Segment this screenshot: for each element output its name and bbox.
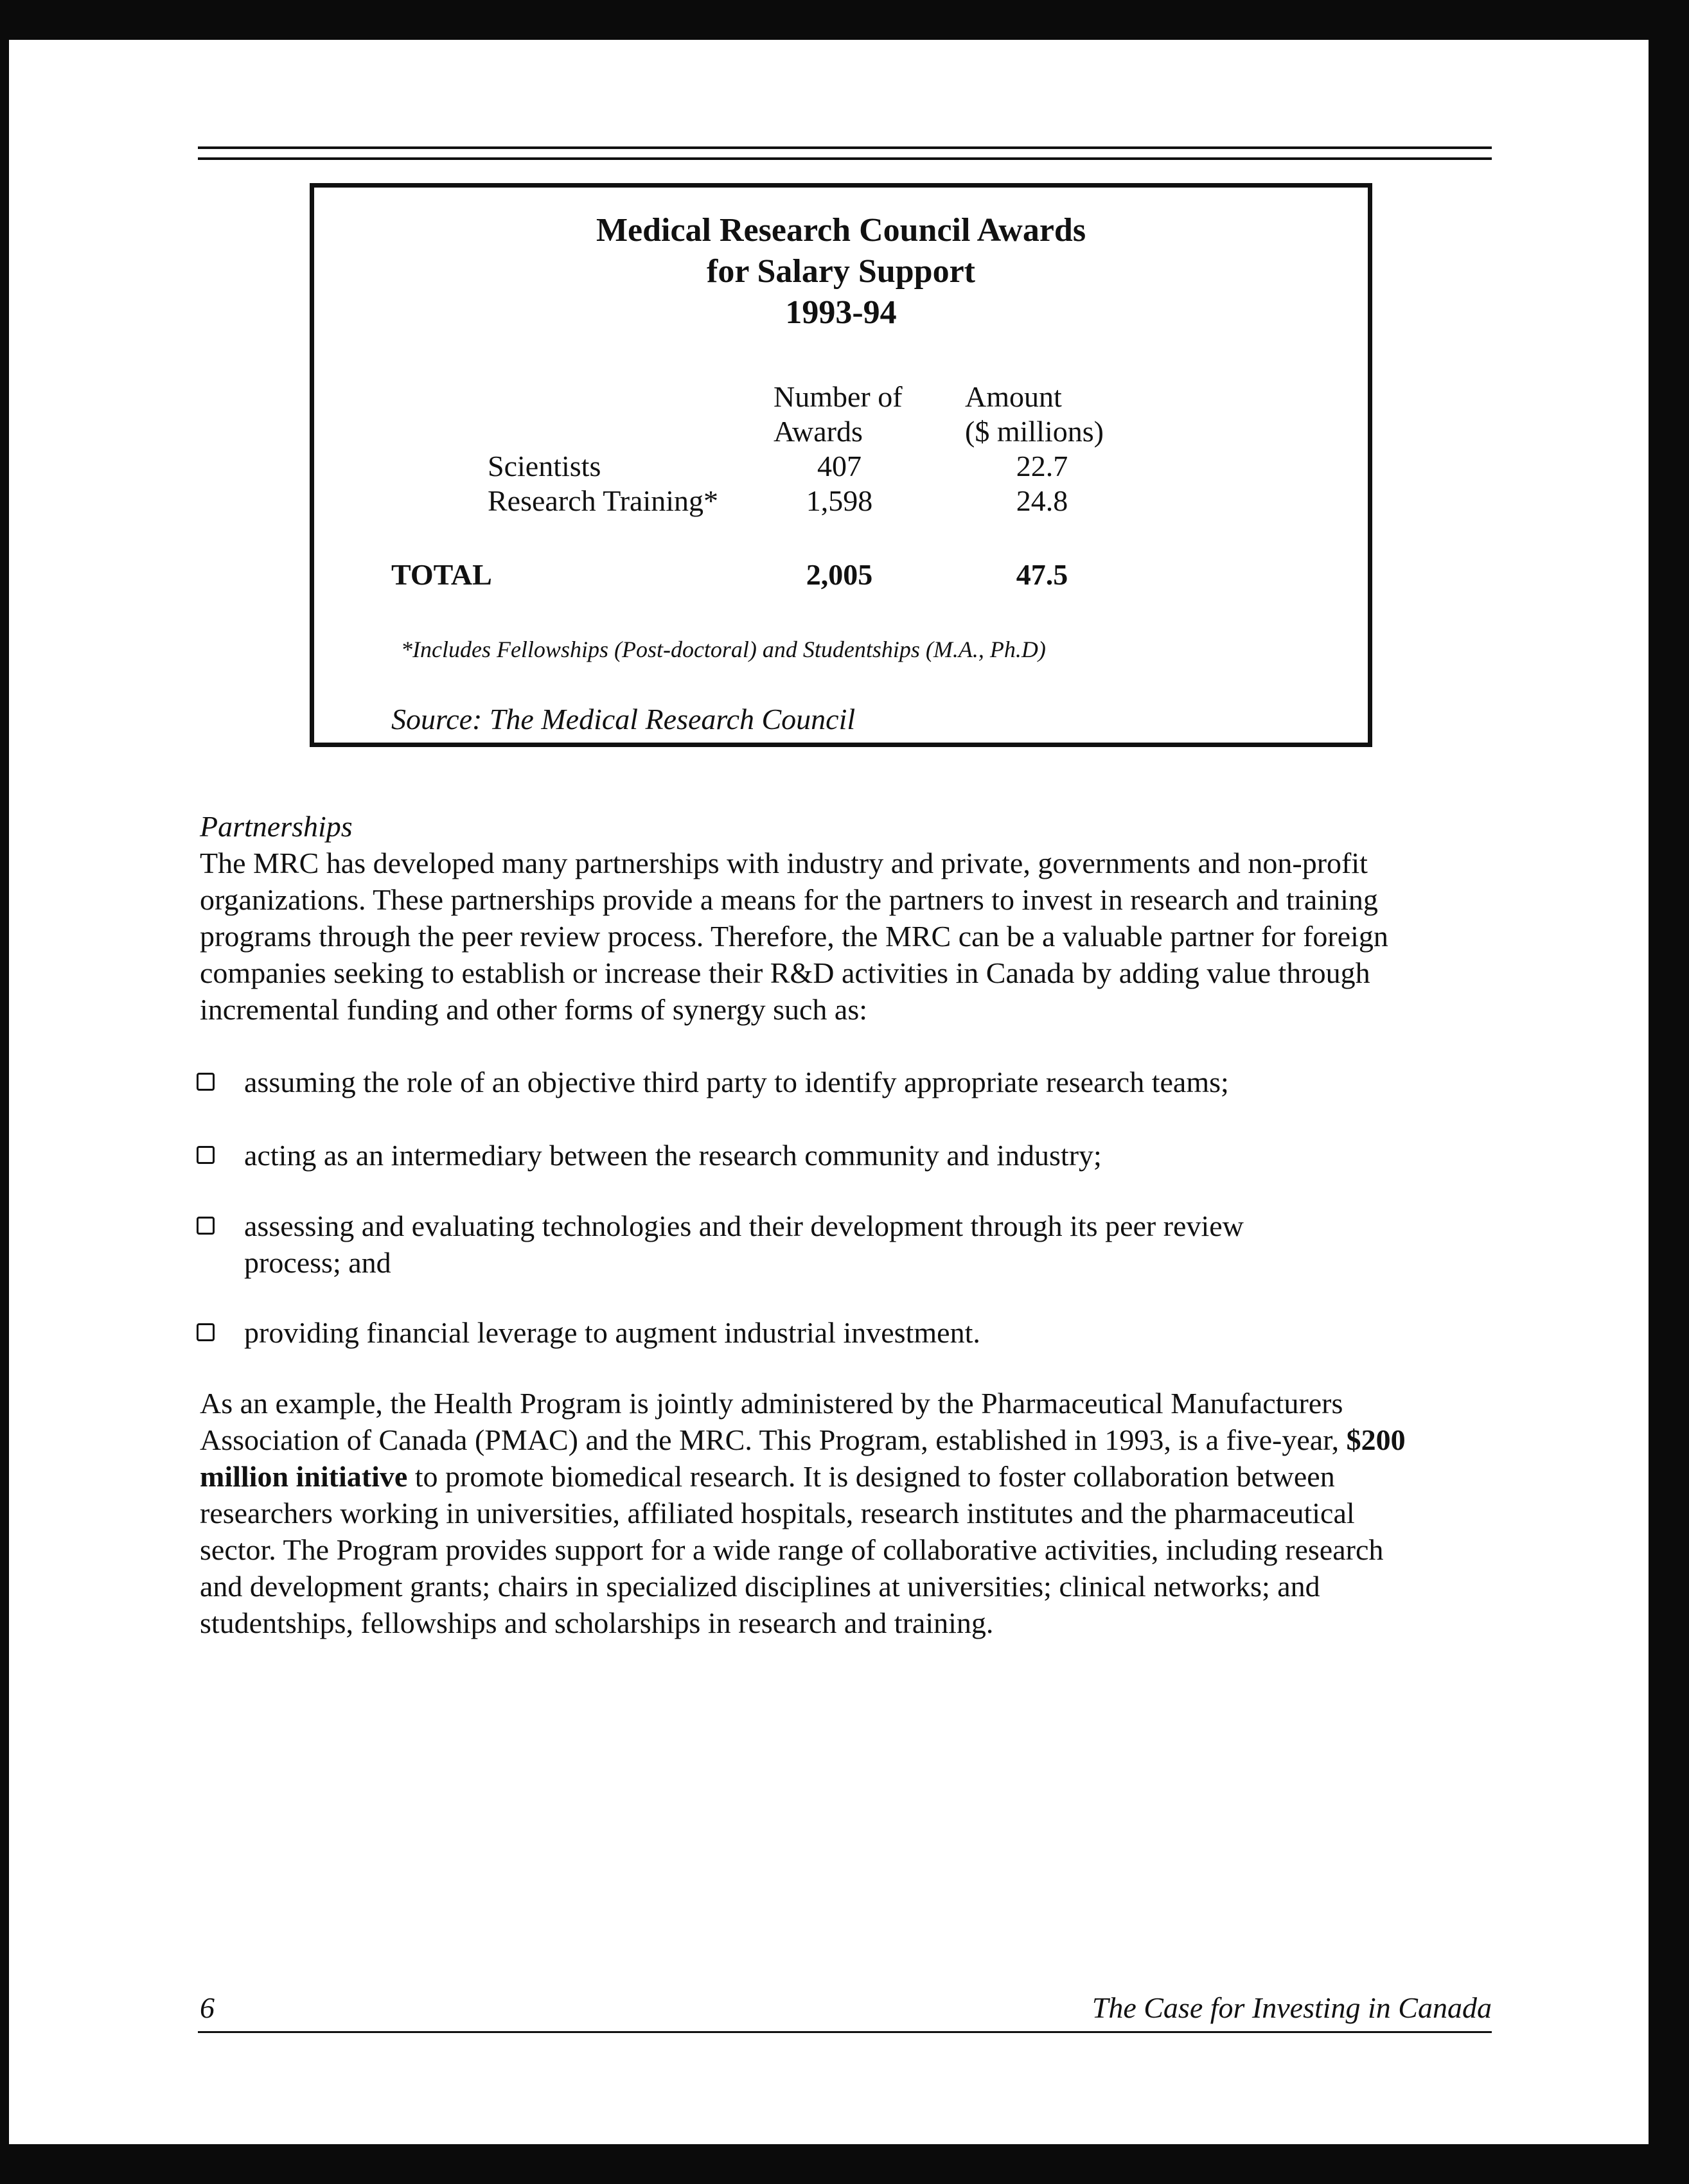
section-heading-partnerships: Partnerships (200, 810, 353, 843)
page-number: 6 (200, 1991, 215, 2024)
checkbox-icon (197, 1323, 215, 1341)
col-amount-header-line1: Amount (965, 380, 1062, 413)
table-footnote: *Includes Fellowships (Post-doctoral) and Studentships (M.A., Ph.D) (401, 637, 1046, 662)
header-rule-top (198, 146, 1492, 149)
row-scientists-amount: 22.7 (1016, 450, 1068, 482)
partnerships-paragraph: The MRC has developed many partnerships with industry and private, governments and non-profit organizations. These partnerships provide a means for the partners to invest in research and training programs through the peer review process. Therefore, the MRC can be a valuable partner for foreign companies seeking to establish or increase their R&D activities in Canada by adding value through incremental funding and other forms of synergy such as: (200, 847, 1388, 1026)
table-title-line1: Medical Research Council Awards (596, 212, 1086, 249)
scan-border-left (0, 0, 9, 2184)
table-source: Source: The Medical Research Council (391, 703, 856, 735)
scan-border-bottom (0, 2144, 1689, 2184)
bullet-item-text: assuming the role of an objective third party to identify appropriate research teams; (244, 1066, 1229, 1098)
row-total-label: TOTAL (391, 558, 492, 591)
header-rule-bottom (198, 157, 1492, 160)
table-title-line2: for Salary Support (707, 253, 975, 290)
row-research-training-amount: 24.8 (1016, 484, 1068, 517)
col-amount-header-line2: ($ millions) (965, 415, 1104, 448)
row-scientists-label: Scientists (488, 450, 601, 482)
health-program-amount-emphasis: $200 million initiative (200, 1423, 1406, 1493)
health-program-text-end: to promote biomedical research. It is designed to foster collaboration between researchers working in universities, affiliated hospitals, research institutes and the pharmaceutical sector. The Program provides support for a wide range of collaborative activities, including research and development grants; chairs in specialized disciplines at universities; clinical networks; and studentships, fellowships and scholarships in research and training. (200, 1460, 1384, 1639)
col-awards-header-line1: Number of (774, 380, 903, 413)
row-total-amount: 47.5 (1016, 558, 1068, 591)
row-total-awards: 2,005 (806, 558, 873, 591)
col-awards-header-line2: Awards (774, 415, 863, 448)
scan-border-right (1649, 40, 1689, 2144)
row-research-training-label: Research Training* (488, 484, 719, 517)
checkbox-icon (197, 1217, 215, 1235)
health-program-text-start: As an example, the Health Program is jointly administered by the Pharmaceutical Manufacturers Association of Canada (PMAC) and the MRC. This Program, established in 1993, is a five-year, (200, 1387, 1347, 1456)
health-program-paragraph (200, 1385, 1408, 1641)
scan-border-top (0, 0, 1689, 40)
bullet-item-text: acting as an intermediary between the research community and industry; (244, 1139, 1102, 1172)
checkbox-icon (197, 1146, 215, 1164)
awards-table-box (310, 183, 1372, 747)
row-scientists-awards: 407 (817, 450, 862, 482)
awards-table-title (314, 210, 1368, 333)
bullet-item-text: assessing and evaluating technologies and their development through its peer review process; and (244, 1210, 1244, 1279)
footer-rule (198, 2031, 1492, 2033)
table-title-line3: 1993-94 (785, 294, 897, 331)
running-footer-title: The Case for Investing in Canada (1092, 1991, 1492, 2024)
row-research-training-awards: 1,598 (806, 484, 873, 517)
checkbox-icon (197, 1073, 215, 1091)
bullet-item-text: providing financial leverage to augment industrial investment. (244, 1316, 980, 1349)
